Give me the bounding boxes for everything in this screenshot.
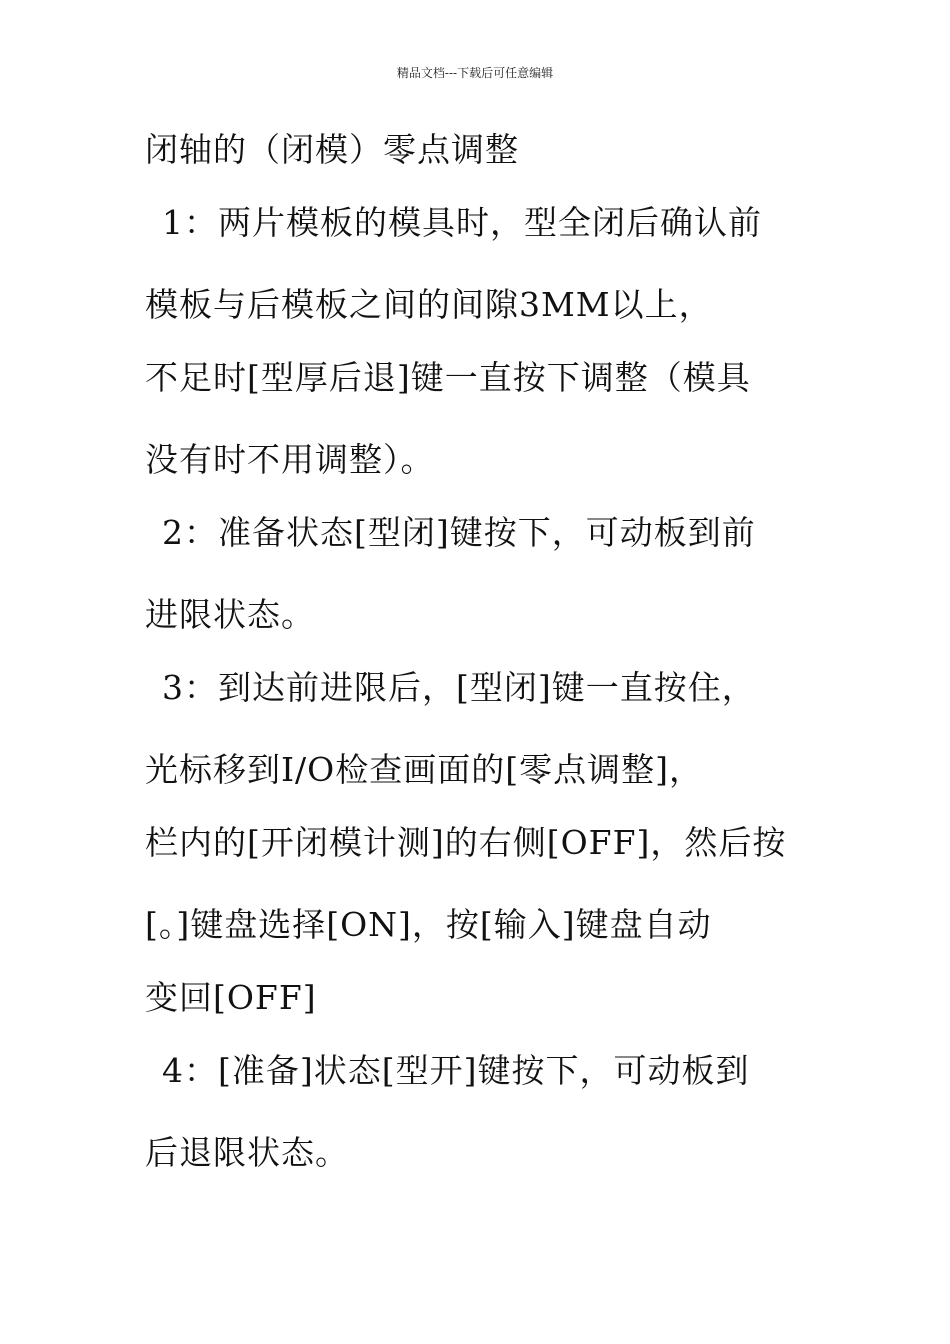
step-3-line-4: [。]键盘选择[ON]，按[输入]键盘自动 bbox=[145, 905, 712, 944]
step-1-line-1: 1：两片模板的模具时，型全闭后确认前 bbox=[162, 203, 762, 242]
step-3-line-2: 光标移到I/O检查画面的[零点调整]， bbox=[145, 750, 703, 789]
step-4-line-2: 后退限状态。 bbox=[145, 1133, 349, 1172]
step-3-line-5: 变回[OFF] bbox=[145, 978, 317, 1017]
step-1-line-2: 模板与后模板之间的间隙3MM以上， bbox=[145, 285, 713, 324]
step-2-line-1: 2：准备状态[型闭]键按下，可动板到前 bbox=[162, 513, 756, 552]
document-title: 闭轴的（闭模）零点调整 bbox=[145, 130, 519, 169]
page-header: 精品文档---下载后可任意编辑 bbox=[396, 66, 554, 80]
step-4-line-1: 4：[准备]状态[型开]键按下，可动板到 bbox=[162, 1051, 750, 1090]
step-1-line-3: 不足时[型厚后退]键一直按下调整（模具 bbox=[145, 358, 751, 397]
step-2-line-2: 进限状态。 bbox=[145, 595, 315, 634]
step-1-line-4: 没有时不用调整）。 bbox=[145, 440, 435, 479]
step-3-line-3: 栏内的[开闭模计测]的右侧[OFF]，然后按 bbox=[145, 823, 787, 862]
step-3-line-1: 3：到达前进限后，[型闭]键一直按住， bbox=[162, 668, 756, 707]
